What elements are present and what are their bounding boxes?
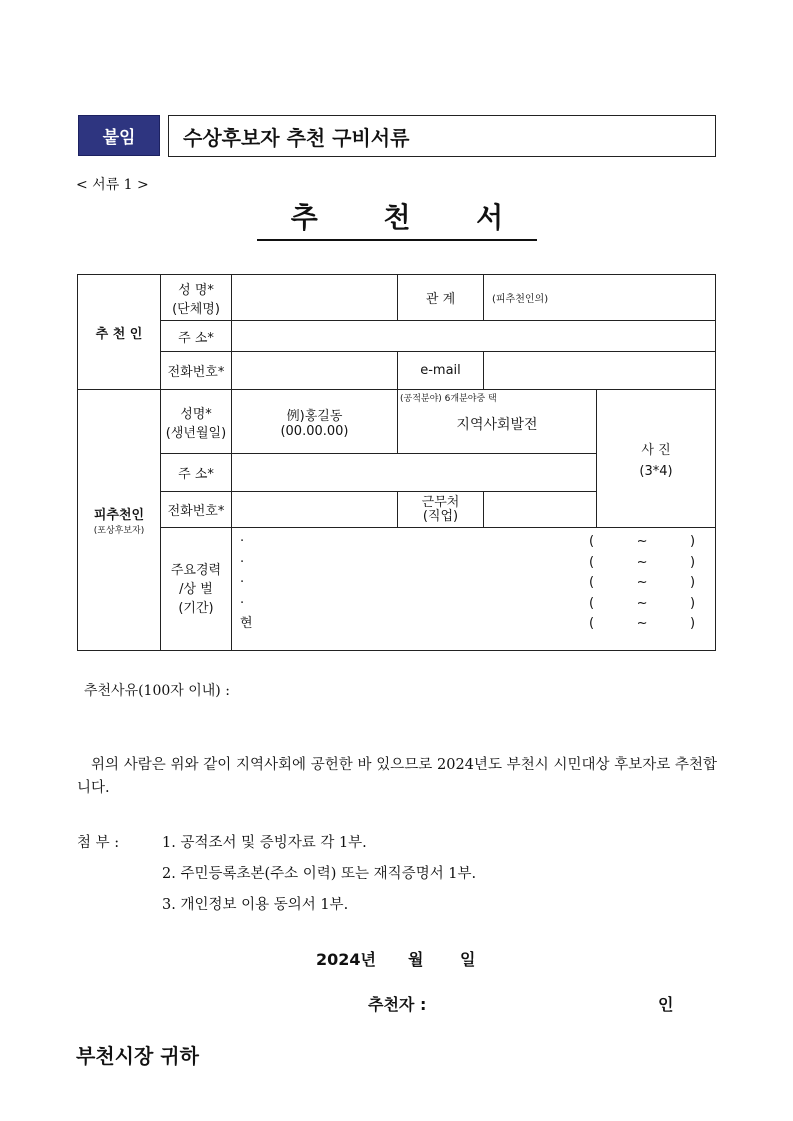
attachment-item-3: 3. 개인정보 이용 동의서 1부. bbox=[162, 897, 349, 913]
career-entry-period bbox=[589, 594, 695, 615]
recommender-address-label: 주 소* bbox=[161, 321, 232, 352]
addressee: 부천시장 귀하 bbox=[76, 1044, 199, 1068]
career-entry[interactable] bbox=[232, 532, 715, 553]
nominee-section-subtitle: (포상후보자) bbox=[93, 526, 145, 536]
workplace-label-line2: (직업) bbox=[422, 508, 459, 524]
period-open: ( bbox=[589, 554, 595, 570]
seal-mark[interactable]: 인 bbox=[658, 995, 674, 1014]
period-tilde: ~ bbox=[636, 575, 648, 590]
email-field[interactable] bbox=[484, 352, 716, 390]
header-title: 수상후보자 추천 구비서류 bbox=[168, 115, 716, 157]
recommender-name-label-line2: (단체명) bbox=[172, 301, 220, 317]
document-number-label: < 서류 1 > bbox=[76, 177, 149, 193]
photo-label: 사 진 bbox=[641, 442, 671, 458]
period-tilde: ~ bbox=[636, 554, 648, 570]
career-entry-period bbox=[589, 614, 695, 635]
document-title-char-1: 추 bbox=[290, 201, 318, 234]
date-line bbox=[316, 947, 475, 970]
recommendation-reason-label: 추천사유(100자 이내) : bbox=[84, 683, 230, 699]
workplace-label-line1: 근무처 bbox=[421, 494, 460, 510]
nominee-section-title: 피추천인 bbox=[93, 508, 145, 523]
document-title-char-2: 천 bbox=[383, 201, 411, 234]
photo-box[interactable] bbox=[597, 390, 716, 528]
nominee-birthdate-example: (00.00.00) bbox=[280, 423, 349, 439]
title-underline bbox=[257, 239, 537, 241]
career-label-line2: /상 벌 bbox=[179, 581, 213, 597]
recommender-section-label: 추 천 인 bbox=[78, 275, 161, 390]
attachment-item-2: 2. 주민등록초본(주소 이력) 또는 재직증명서 1부. bbox=[162, 866, 477, 882]
relation-field[interactable] bbox=[484, 275, 716, 321]
career-entry-prefix: · bbox=[240, 534, 245, 549]
nominee-name-example: 例)홍길동 bbox=[286, 408, 343, 424]
recommendation-form-table bbox=[77, 274, 716, 651]
career-entry-period bbox=[589, 573, 695, 594]
relation-label: 관 계 bbox=[398, 275, 484, 321]
date-day: 일 bbox=[460, 950, 476, 969]
recommender-name-field[interactable] bbox=[232, 275, 398, 321]
career-entry[interactable] bbox=[232, 573, 715, 594]
recommender-name-label bbox=[161, 275, 232, 321]
recommender-address-row bbox=[78, 321, 716, 352]
career-entry[interactable] bbox=[232, 594, 715, 615]
recommender-name-row bbox=[78, 275, 716, 321]
attachment-tag: 붙임 bbox=[78, 115, 160, 156]
document-title-char-3: 서 bbox=[476, 201, 504, 234]
signature-label: 추천자 : bbox=[368, 995, 427, 1014]
date-month: 월 bbox=[408, 950, 424, 969]
period-open: ( bbox=[589, 534, 595, 549]
nominee-address-field[interactable] bbox=[232, 454, 597, 492]
merit-field-note: (공적분야) 6개분야중 택 bbox=[400, 394, 497, 404]
period-tilde: ~ bbox=[636, 616, 648, 631]
recommender-phone-row bbox=[78, 352, 716, 390]
photo-size-label: (3*4) bbox=[639, 463, 673, 479]
nominee-phone-label: 전화번호* bbox=[161, 492, 232, 528]
nominee-name-label bbox=[161, 390, 232, 454]
nominee-name-row bbox=[78, 390, 716, 454]
nominee-section-label bbox=[78, 390, 161, 651]
nominee-address-label: 주 소* bbox=[161, 454, 232, 492]
recommender-name-label-line1: 성 명* bbox=[178, 282, 214, 298]
nominee-phone-field[interactable] bbox=[232, 492, 398, 528]
email-label: e-mail bbox=[398, 352, 484, 390]
recommendation-statement: 위의 사람은 위와 같이 지역사회에 공헌한 바 있으므로 2024년도 부천시 시민대상 후보자로 추천합니다. bbox=[77, 757, 717, 796]
workplace-field[interactable] bbox=[484, 492, 597, 528]
nominee-name-label-line2: (생년월일) bbox=[165, 425, 227, 441]
career-entry-current[interactable] bbox=[232, 614, 715, 635]
period-tilde: ~ bbox=[636, 595, 648, 611]
career-entry-prefix: · bbox=[240, 595, 245, 611]
period-open: ( bbox=[589, 595, 595, 611]
date-year: 2024년 bbox=[316, 950, 376, 969]
career-label bbox=[161, 528, 232, 651]
career-entry-period bbox=[589, 532, 695, 553]
nominee-name-field[interactable] bbox=[232, 390, 398, 454]
career-entry-period bbox=[589, 553, 695, 574]
career-list bbox=[232, 528, 715, 635]
nominee-name-label-line1: 성명* bbox=[180, 406, 212, 422]
merit-field-value: 지역사회발전 bbox=[456, 417, 538, 433]
document-title bbox=[258, 196, 536, 236]
period-close: ) bbox=[689, 554, 696, 570]
attachment-item-1: 1. 공적조서 및 증빙자료 각 1부. bbox=[162, 835, 367, 851]
attachments-label: 첨 부 : bbox=[77, 835, 120, 851]
period-close: ) bbox=[689, 575, 696, 590]
recommender-address-field[interactable] bbox=[232, 321, 716, 352]
period-open: ( bbox=[589, 575, 595, 590]
period-close: ) bbox=[689, 616, 696, 631]
period-open: ( bbox=[589, 616, 595, 631]
recommender-phone-label: 전화번호* bbox=[161, 352, 232, 390]
career-entry-prefix: · bbox=[240, 575, 245, 590]
recommender-phone-field[interactable] bbox=[232, 352, 398, 390]
career-entry[interactable] bbox=[232, 553, 715, 574]
merit-field-cell[interactable] bbox=[398, 390, 597, 454]
period-tilde: ~ bbox=[636, 534, 648, 549]
career-entry-prefix: 현 bbox=[240, 616, 253, 631]
career-label-line1: 주요경력 bbox=[170, 562, 222, 578]
relation-hint: (피추천인의) bbox=[492, 294, 549, 305]
career-row bbox=[78, 528, 716, 651]
period-close: ) bbox=[689, 534, 696, 549]
career-label-line3: (기간) bbox=[178, 600, 214, 616]
career-entry-prefix: · bbox=[240, 554, 245, 570]
workplace-label bbox=[398, 492, 484, 528]
period-close: ) bbox=[689, 595, 696, 611]
career-field[interactable] bbox=[232, 528, 716, 651]
